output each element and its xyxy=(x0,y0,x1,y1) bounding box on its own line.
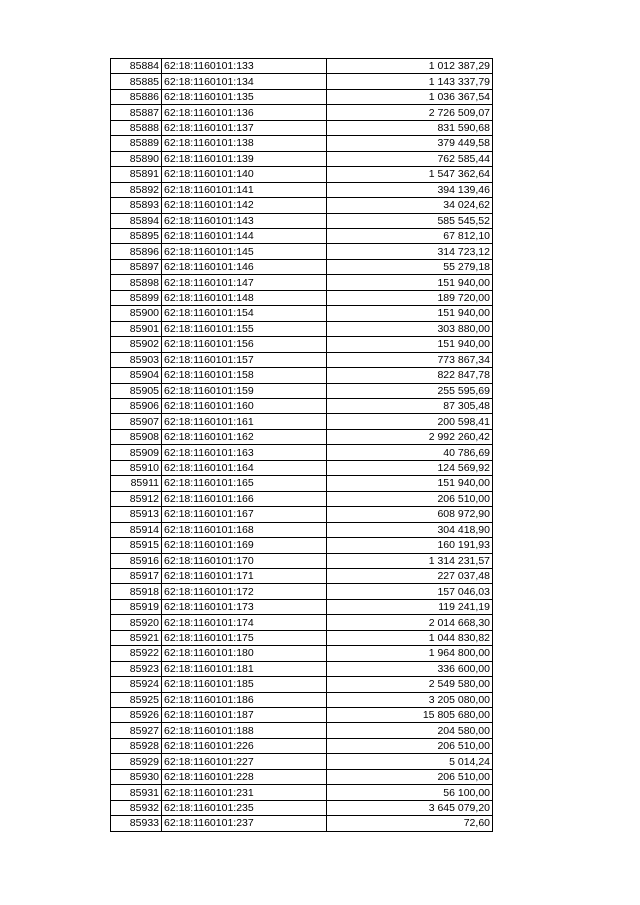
cadastral-number-cell: 62:18:1160101:237 xyxy=(162,816,327,831)
table-row xyxy=(111,553,493,568)
cadastral-value-cell: 56 100,00 xyxy=(327,785,493,800)
row-number-cell: 85889 xyxy=(111,136,162,151)
cadastral-value-cell: 2 014 668,30 xyxy=(327,615,493,630)
cadastral-value-cell: 303 880,00 xyxy=(327,321,493,336)
table-row xyxy=(111,460,493,475)
cadastral-value-cell: 822 847,78 xyxy=(327,368,493,383)
row-number-cell: 85905 xyxy=(111,383,162,398)
cadastral-value-cell: 314 723,12 xyxy=(327,244,493,259)
table-row xyxy=(111,136,493,151)
table-row xyxy=(111,383,493,398)
row-number-cell: 85884 xyxy=(111,59,162,74)
cadastral-value-cell: 206 510,00 xyxy=(327,491,493,506)
row-number-cell: 85924 xyxy=(111,677,162,692)
row-number-cell: 85913 xyxy=(111,507,162,522)
cadastral-value-cell: 124 569,92 xyxy=(327,460,493,475)
row-number-cell: 85933 xyxy=(111,816,162,831)
cadastral-value-cell: 34 024,62 xyxy=(327,198,493,213)
cadastral-number-cell: 62:18:1160101:174 xyxy=(162,615,327,630)
table-row xyxy=(111,290,493,305)
row-number-cell: 85927 xyxy=(111,723,162,738)
table-row xyxy=(111,321,493,336)
table-row xyxy=(111,105,493,120)
cadastral-number-cell: 62:18:1160101:138 xyxy=(162,136,327,151)
row-number-cell: 85915 xyxy=(111,538,162,553)
cadastral-number-cell: 62:18:1160101:188 xyxy=(162,723,327,738)
table-row xyxy=(111,167,493,182)
cadastral-number-cell: 62:18:1160101:165 xyxy=(162,476,327,491)
table-row xyxy=(111,228,493,243)
row-number-cell: 85886 xyxy=(111,89,162,104)
table-row xyxy=(111,89,493,104)
cadastral-number-cell: 62:18:1160101:133 xyxy=(162,59,327,74)
cadastral-number-cell: 62:18:1160101:170 xyxy=(162,553,327,568)
cadastral-number-cell: 62:18:1160101:173 xyxy=(162,599,327,614)
cadastral-number-cell: 62:18:1160101:136 xyxy=(162,105,327,120)
cadastral-number-cell: 62:18:1160101:139 xyxy=(162,151,327,166)
cadastral-number-cell: 62:18:1160101:185 xyxy=(162,677,327,692)
cadastral-number-cell: 62:18:1160101:164 xyxy=(162,460,327,475)
table-row xyxy=(111,59,493,74)
row-number-cell: 85895 xyxy=(111,228,162,243)
cadastral-number-cell: 62:18:1160101:135 xyxy=(162,89,327,104)
row-number-cell: 85907 xyxy=(111,414,162,429)
table-row xyxy=(111,491,493,506)
cadastral-number-cell: 62:18:1160101:146 xyxy=(162,259,327,274)
table-row xyxy=(111,198,493,213)
cadastral-value-cell: 379 449,58 xyxy=(327,136,493,151)
table-row xyxy=(111,646,493,661)
cadastral-number-cell: 62:18:1160101:142 xyxy=(162,198,327,213)
table-row xyxy=(111,507,493,522)
table-row xyxy=(111,677,493,692)
cadastral-value-cell: 608 972,90 xyxy=(327,507,493,522)
row-number-cell: 85890 xyxy=(111,151,162,166)
row-number-cell: 85925 xyxy=(111,692,162,707)
table-row xyxy=(111,584,493,599)
table-row xyxy=(111,723,493,738)
cadastral-value-cell: 773 867,34 xyxy=(327,352,493,367)
cadastral-number-cell: 62:18:1160101:167 xyxy=(162,507,327,522)
row-number-cell: 85917 xyxy=(111,568,162,583)
cadastral-value-cell: 1 547 362,64 xyxy=(327,167,493,182)
table-row xyxy=(111,769,493,784)
table-row xyxy=(111,800,493,815)
row-number-cell: 85928 xyxy=(111,738,162,753)
table-row xyxy=(111,398,493,413)
cadastral-value-cell: 87 305,48 xyxy=(327,398,493,413)
row-number-cell: 85898 xyxy=(111,275,162,290)
table-row xyxy=(111,74,493,89)
cadastral-number-cell: 62:18:1160101:156 xyxy=(162,337,327,352)
cadastral-number-cell: 62:18:1160101:181 xyxy=(162,661,327,676)
table-row xyxy=(111,661,493,676)
row-number-cell: 85926 xyxy=(111,708,162,723)
table-row xyxy=(111,615,493,630)
cadastral-value-cell: 3 205 080,00 xyxy=(327,692,493,707)
table-row xyxy=(111,120,493,135)
cadastral-number-cell: 62:18:1160101:166 xyxy=(162,491,327,506)
table-row xyxy=(111,414,493,429)
cadastral-value-cell: 2 549 580,00 xyxy=(327,677,493,692)
cadastral-value-cell: 206 510,00 xyxy=(327,769,493,784)
cadastral-value-cell: 157 046,03 xyxy=(327,584,493,599)
row-number-cell: 85914 xyxy=(111,522,162,537)
row-number-cell: 85902 xyxy=(111,337,162,352)
cadastral-value-cell: 585 545,52 xyxy=(327,213,493,228)
row-number-cell: 85894 xyxy=(111,213,162,228)
cadastral-number-cell: 62:18:1160101:148 xyxy=(162,290,327,305)
cadastral-number-cell: 62:18:1160101:168 xyxy=(162,522,327,537)
cadastral-value-cell: 304 418,90 xyxy=(327,522,493,537)
row-number-cell: 85885 xyxy=(111,74,162,89)
cadastral-number-cell: 62:18:1160101:163 xyxy=(162,445,327,460)
cadastral-value-cell: 336 600,00 xyxy=(327,661,493,676)
table-row xyxy=(111,738,493,753)
cadastral-value-cell: 151 940,00 xyxy=(327,306,493,321)
table-row xyxy=(111,568,493,583)
cadastral-value-cell: 2 992 260,42 xyxy=(327,429,493,444)
cadastral-value-cell: 15 805 680,00 xyxy=(327,708,493,723)
cadastral-number-cell: 62:18:1160101:158 xyxy=(162,368,327,383)
row-number-cell: 85903 xyxy=(111,352,162,367)
cadastral-value-table xyxy=(110,58,493,832)
cadastral-number-cell: 62:18:1160101:186 xyxy=(162,692,327,707)
row-number-cell: 85887 xyxy=(111,105,162,120)
cadastral-value-cell: 394 139,46 xyxy=(327,182,493,197)
row-number-cell: 85904 xyxy=(111,368,162,383)
row-number-cell: 85910 xyxy=(111,460,162,475)
cadastral-value-cell: 762 585,44 xyxy=(327,151,493,166)
row-number-cell: 85930 xyxy=(111,769,162,784)
table-row xyxy=(111,538,493,553)
row-number-cell: 85911 xyxy=(111,476,162,491)
cadastral-value-cell: 55 279,18 xyxy=(327,259,493,274)
cadastral-value-cell: 200 598,41 xyxy=(327,414,493,429)
row-number-cell: 85900 xyxy=(111,306,162,321)
table-row xyxy=(111,306,493,321)
table-row xyxy=(111,368,493,383)
cadastral-number-cell: 62:18:1160101:161 xyxy=(162,414,327,429)
table-row xyxy=(111,244,493,259)
cadastral-value-cell: 831 590,68 xyxy=(327,120,493,135)
table-row xyxy=(111,630,493,645)
cadastral-value-cell: 255 595,69 xyxy=(327,383,493,398)
table-row xyxy=(111,754,493,769)
cadastral-number-cell: 62:18:1160101:172 xyxy=(162,584,327,599)
cadastral-value-cell: 2 726 509,07 xyxy=(327,105,493,120)
row-number-cell: 85929 xyxy=(111,754,162,769)
table-row xyxy=(111,599,493,614)
cadastral-number-cell: 62:18:1160101:171 xyxy=(162,568,327,583)
row-number-cell: 85923 xyxy=(111,661,162,676)
cadastral-number-cell: 62:18:1160101:143 xyxy=(162,213,327,228)
row-number-cell: 85893 xyxy=(111,198,162,213)
cadastral-value-cell: 206 510,00 xyxy=(327,738,493,753)
cadastral-number-cell: 62:18:1160101:137 xyxy=(162,120,327,135)
table-row xyxy=(111,708,493,723)
cadastral-number-cell: 62:18:1160101:144 xyxy=(162,228,327,243)
table-row xyxy=(111,429,493,444)
cadastral-number-cell: 62:18:1160101:231 xyxy=(162,785,327,800)
row-number-cell: 85896 xyxy=(111,244,162,259)
cadastral-number-cell: 62:18:1160101:159 xyxy=(162,383,327,398)
cadastral-number-cell: 62:18:1160101:228 xyxy=(162,769,327,784)
cadastral-number-cell: 62:18:1160101:145 xyxy=(162,244,327,259)
cadastral-value-cell: 204 580,00 xyxy=(327,723,493,738)
cadastral-value-cell: 1 044 830,82 xyxy=(327,630,493,645)
cadastral-number-cell: 62:18:1160101:227 xyxy=(162,754,327,769)
cadastral-value-cell: 151 940,00 xyxy=(327,337,493,352)
row-number-cell: 85912 xyxy=(111,491,162,506)
table-row xyxy=(111,476,493,491)
table-row xyxy=(111,522,493,537)
cadastral-number-cell: 62:18:1160101:175 xyxy=(162,630,327,645)
row-number-cell: 85921 xyxy=(111,630,162,645)
cadastral-number-cell: 62:18:1160101:187 xyxy=(162,708,327,723)
cadastral-value-cell: 72,60 xyxy=(327,816,493,831)
cadastral-value-cell: 189 720,00 xyxy=(327,290,493,305)
row-number-cell: 85888 xyxy=(111,120,162,135)
row-number-cell: 85916 xyxy=(111,553,162,568)
cadastral-value-cell: 1 964 800,00 xyxy=(327,646,493,661)
table-row xyxy=(111,182,493,197)
cadastral-value-cell: 160 191,93 xyxy=(327,538,493,553)
table-row xyxy=(111,259,493,274)
table-row xyxy=(111,785,493,800)
cadastral-value-cell: 1 012 387,29 xyxy=(327,59,493,74)
row-number-cell: 85932 xyxy=(111,800,162,815)
cadastral-number-cell: 62:18:1160101:180 xyxy=(162,646,327,661)
cadastral-number-cell: 62:18:1160101:155 xyxy=(162,321,327,336)
row-number-cell: 85918 xyxy=(111,584,162,599)
cadastral-value-cell: 67 812,10 xyxy=(327,228,493,243)
row-number-cell: 85906 xyxy=(111,398,162,413)
row-number-cell: 85919 xyxy=(111,599,162,614)
row-number-cell: 85897 xyxy=(111,259,162,274)
table-row xyxy=(111,337,493,352)
row-number-cell: 85899 xyxy=(111,290,162,305)
cadastral-number-cell: 62:18:1160101:162 xyxy=(162,429,327,444)
cadastral-value-cell: 3 645 079,20 xyxy=(327,800,493,815)
table-row xyxy=(111,816,493,831)
table-row xyxy=(111,213,493,228)
table-row xyxy=(111,275,493,290)
row-number-cell: 85901 xyxy=(111,321,162,336)
row-number-cell: 85908 xyxy=(111,429,162,444)
cadastral-number-cell: 62:18:1160101:141 xyxy=(162,182,327,197)
row-number-cell: 85922 xyxy=(111,646,162,661)
cadastral-value-cell: 119 241,19 xyxy=(327,599,493,614)
table-row xyxy=(111,692,493,707)
cadastral-number-cell: 62:18:1160101:154 xyxy=(162,306,327,321)
cadastral-value-cell: 1 314 231,57 xyxy=(327,553,493,568)
cadastral-value-cell: 1 036 367,54 xyxy=(327,89,493,104)
cadastral-value-cell: 1 143 337,79 xyxy=(327,74,493,89)
cadastral-value-cell: 5 014,24 xyxy=(327,754,493,769)
row-number-cell: 85891 xyxy=(111,167,162,182)
table-row xyxy=(111,151,493,166)
row-number-cell: 85909 xyxy=(111,445,162,460)
cadastral-value-cell: 227 037,48 xyxy=(327,568,493,583)
row-number-cell: 85931 xyxy=(111,785,162,800)
cadastral-number-cell: 62:18:1160101:226 xyxy=(162,738,327,753)
cadastral-number-cell: 62:18:1160101:160 xyxy=(162,398,327,413)
cadastral-number-cell: 62:18:1160101:169 xyxy=(162,538,327,553)
cadastral-number-cell: 62:18:1160101:134 xyxy=(162,74,327,89)
table-row xyxy=(111,445,493,460)
row-number-cell: 85920 xyxy=(111,615,162,630)
cadastral-number-cell: 62:18:1160101:147 xyxy=(162,275,327,290)
table-row xyxy=(111,352,493,367)
table-body xyxy=(111,59,493,832)
cadastral-number-cell: 62:18:1160101:157 xyxy=(162,352,327,367)
cadastral-value-cell: 151 940,00 xyxy=(327,275,493,290)
cadastral-value-cell: 151 940,00 xyxy=(327,476,493,491)
row-number-cell: 85892 xyxy=(111,182,162,197)
cadastral-number-cell: 62:18:1160101:235 xyxy=(162,800,327,815)
cadastral-value-cell: 40 786,69 xyxy=(327,445,493,460)
cadastral-number-cell: 62:18:1160101:140 xyxy=(162,167,327,182)
